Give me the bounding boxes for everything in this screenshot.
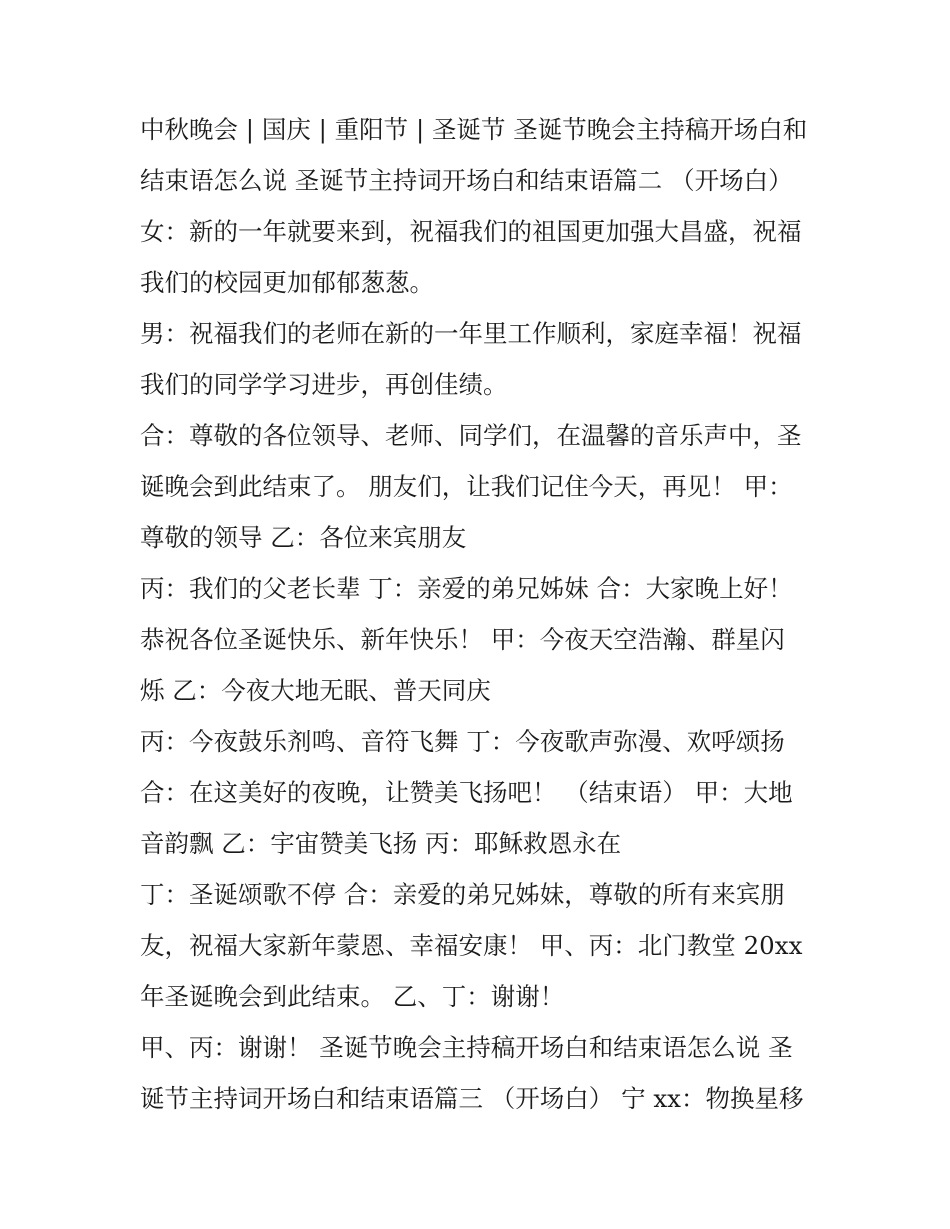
text-line: 尊敬的领导 乙：各位来宾朋友 <box>140 523 467 552</box>
text-line: 诞节主持词开场白和结束语篇三 （开场白） 宁 xx：物换星移 <box>140 1084 804 1113</box>
text-line: 我们的校园更加郁郁葱葱。 <box>140 268 434 297</box>
text-line: 中秋晚会 | 国庆 | 重阳节 | 圣诞节 圣诞节晚会主持稿开场白和 <box>140 115 808 144</box>
text-line: 丙：我们的父老长辈 丁：亲爱的弟兄姊妹 合：大家晚上好！ <box>140 574 793 603</box>
text-line: 音韵飘 乙：宇宙赞美飞扬 丙：耶稣救恩永在 <box>140 829 622 858</box>
text-line: 诞晚会到此结束了。 朋友们，让我们记住今天，再见！ 甲： <box>140 472 793 501</box>
document-body <box>140 104 812 1124</box>
text-line: 丁：圣诞颂歌不停 合：亲爱的弟兄姊妹，尊敬的所有来宾朋 <box>140 880 785 909</box>
text-line: 合：在这美好的夜晚，让赞美飞扬吧！ （结束语） 甲：大地 <box>140 778 793 807</box>
text-line: 女：新的一年就要来到，祝福我们的祖国更加强大昌盛，祝福 <box>140 217 802 246</box>
text-line: 恭祝各位圣诞快乐、新年快乐！ 甲：今夜天空浩瀚、群星闪 <box>140 625 785 654</box>
text-line: 男：祝福我们的老师在新的一年里工作顺利，家庭幸福！祝福 <box>140 319 802 348</box>
text-line: 烁 乙：今夜大地无眠、普天同庆 <box>140 676 491 705</box>
text-line: 我们的同学学习进步，再创佳绩。 <box>140 370 508 399</box>
text-line: 合：尊敬的各位领导、老师、同学们，在温馨的音乐声中，圣 <box>140 421 802 450</box>
text-line: 甲、丙：谢谢！ 圣诞节晚会主持稿开场白和结束语怎么说 圣 <box>140 1033 793 1062</box>
text-line: 结束语怎么说 圣诞节主持词开场白和结束语篇二 （开场白） <box>140 166 793 195</box>
text-line: 年圣诞晚会到此结束。 乙、丁：谢谢！ <box>140 982 565 1011</box>
text-line: 丙：今夜鼓乐剂鸣、音符飞舞 丁：今夜歌声弥漫、欢呼颂扬 <box>140 727 785 756</box>
text-line: 友，祝福大家新年蒙恩、幸福安康！ 甲、丙：北门教堂 20xx <box>140 931 803 960</box>
